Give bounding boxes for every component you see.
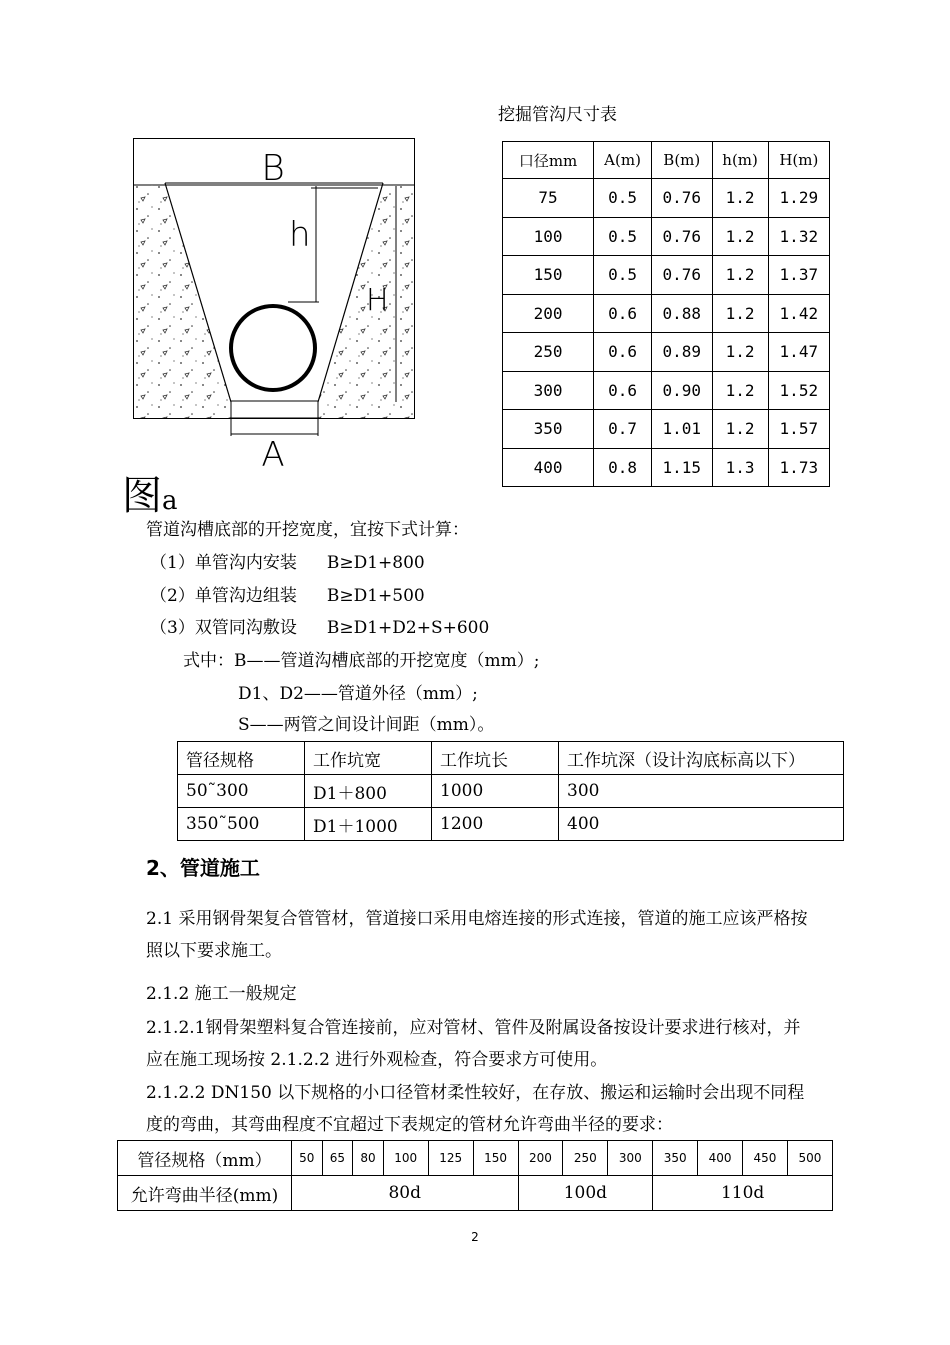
figure-caption-main: 图 [122,473,162,519]
bend-diameter-cell: 80 [353,1141,384,1176]
dims-header-cell: H(m) [768,142,829,179]
table-row [178,775,844,808]
paragraph-2-1-2-2: 2.1.2.2 DN150 以下规格的小口径管材柔性较好，在存放、搬运和运输时会出现不同程度的弯曲，其弯曲程度不宜超过下表规定的管材允许弯曲半径的要求： [146,1083,805,1135]
formula-label: （3）双管同沟敷设 [150,618,297,638]
bend-radius-cell: 100d [518,1176,653,1211]
dims-cell: 0.76 [651,217,712,256]
bend-radius-table [117,1140,833,1211]
label-h-small: h [289,215,311,255]
pit-header-cell: 工作坑宽 [305,742,432,775]
figure-caption-small: a [162,486,178,516]
dims-cell: 1.2 [712,371,768,410]
dims-cell: 1.2 [712,217,768,256]
dims-cell: 1.52 [768,371,829,410]
dims-table-title: 挖掘管沟尺寸表 [498,105,617,125]
dims-cell: 1.15 [651,448,712,487]
dims-cell: 0.5 [594,217,652,256]
dims-cell: 400 [503,448,594,487]
dims-cell: 0.88 [651,294,712,333]
dims-cell: 1.29 [768,179,829,218]
pit-header-cell: 工作坑深（设计沟底标高以下） [559,742,844,775]
bend-diameter-cell: 500 [787,1141,832,1176]
dims-cell: 100 [503,217,594,256]
bend-diameter-row [118,1141,833,1176]
bend-diameter-cell: 250 [563,1141,608,1176]
formula-label: （1）单管沟内安装 [150,553,297,573]
dims-cell: 1.47 [768,333,829,372]
dims-cell: 1.73 [768,448,829,487]
dims-cell: 350 [503,410,594,449]
dims-cell: 1.3 [712,448,768,487]
dims-cell: 0.5 [594,256,652,295]
dims-cell: 0.5 [594,179,652,218]
dims-cell: 1.2 [712,410,768,449]
dims-cell: 0.6 [594,371,652,410]
pit-header-row [178,742,844,775]
table-row [503,448,830,487]
bend-diameter-cell: 50 [292,1141,323,1176]
dims-cell: 0.8 [594,448,652,487]
dims-cell: 0.7 [594,410,652,449]
table-row [503,256,830,295]
pit-cell: 1000 [432,775,559,808]
formula-intro: 管道沟槽底部的开挖宽度，宜按下式计算： [146,520,469,540]
work-pit-table [177,741,844,841]
section-heading: 2、管道施工 [146,856,260,880]
label-h-big: H [366,283,389,318]
dims-cell: 0.76 [651,179,712,218]
dims-table [502,141,830,487]
dims-cell: 1.42 [768,294,829,333]
dims-header-cell: B(m) [651,142,712,179]
dims-cell: 1.2 [712,179,768,218]
dims-cell: 250 [503,333,594,372]
dims-cell: 1.01 [651,410,712,449]
bend-diameter-cell: 450 [743,1141,788,1176]
dims-cell: 1.2 [712,294,768,333]
pit-header-cell: 工作坑长 [432,742,559,775]
dims-cell: 1.2 [712,256,768,295]
dims-cell: 300 [503,371,594,410]
table-row [503,410,830,449]
dims-cell: 1.57 [768,410,829,449]
trench-figure [133,138,415,468]
table-row [178,808,844,841]
label-a: A [261,435,285,468]
bend-diameter-cell: 100 [383,1141,428,1176]
formula-expr: B≥D1+D2+S+600 [326,618,490,638]
bend-diameter-cell: 150 [473,1141,518,1176]
dims-cell: 1.32 [768,217,829,256]
paragraph-2-1: 2.1 采用钢骨架复合管管材，管道接口采用电熔连接的形式连接，管道的施工应该严格按照以下要求施工。 [146,909,808,961]
formula-item-2 [150,581,425,606]
table-row [503,371,830,410]
paragraph-2-1-2-1: 2.1.2.1钢骨架塑料复合管连接前，应对管材、管件及附属设备按设计要求进行核对，并应在施工现场按 2.1.2.2 进行外观检查，符合要求方可使用。 [146,1018,801,1070]
pit-cell: 50˜300 [178,775,305,808]
pit-cell: 300 [559,775,844,808]
dims-cell: 0.90 [651,371,712,410]
bend-radius-row [118,1176,833,1211]
pit-cell: D1＋1000 [305,808,432,841]
dims-header-cell: h(m) [712,142,768,179]
pit-header-cell: 管径规格 [178,742,305,775]
bend-diameter-cell: 400 [698,1141,743,1176]
bend-diameter-cell: 350 [653,1141,698,1176]
bend-diameter-cell: 200 [518,1141,563,1176]
dims-cell: 0.6 [594,333,652,372]
dims-cell: 150 [503,256,594,295]
formula-item-1 [150,548,425,573]
trench-diagram [133,138,415,468]
bend-row-label: 允许弯曲半径(mm) [118,1176,292,1211]
bend-row-label: 管径规格（mm） [118,1141,292,1176]
table-row [503,294,830,333]
bend-diameter-cell: 125 [428,1141,473,1176]
table-row [503,179,830,218]
paragraph-2-1-2: 2.1.2 施工一般规定 [146,984,297,1004]
table-row [503,217,830,256]
definition-d: D1、D2——管道外径（mm）; [238,684,478,704]
definition-s: S——两管之间设计间距（mm）。 [238,715,495,735]
formula-expr: B≥D1+800 [326,553,425,573]
formula-item-3 [150,613,489,638]
dims-cell: 1.2 [712,333,768,372]
page-number: 2 [471,1230,479,1244]
bend-diameter-cell: 65 [322,1141,353,1176]
pit-cell: D1＋800 [305,775,432,808]
label-b: B [261,148,285,189]
bend-radius-cell: 110d [653,1176,833,1211]
definition-b: 式中：B——管道沟槽底部的开挖宽度（mm）; [183,651,540,671]
dims-header-cell: A(m) [594,142,652,179]
pit-cell: 350˜500 [178,808,305,841]
bend-radius-cell: 80d [292,1176,519,1211]
formula-expr: B≥D1+500 [326,586,425,606]
bend-diameter-cell: 300 [608,1141,653,1176]
dims-header-cell: 口径mm [503,142,594,179]
dims-cell: 0.76 [651,256,712,295]
dims-cell: 200 [503,294,594,333]
dims-cell: 0.89 [651,333,712,372]
dims-cell: 0.6 [594,294,652,333]
pit-cell: 400 [559,808,844,841]
dims-cell: 1.37 [768,256,829,295]
dims-cell: 75 [503,179,594,218]
formula-label: （2）单管沟边组装 [150,586,297,606]
table-row [503,333,830,372]
pit-cell: 1200 [432,808,559,841]
dims-header-row [503,142,830,179]
